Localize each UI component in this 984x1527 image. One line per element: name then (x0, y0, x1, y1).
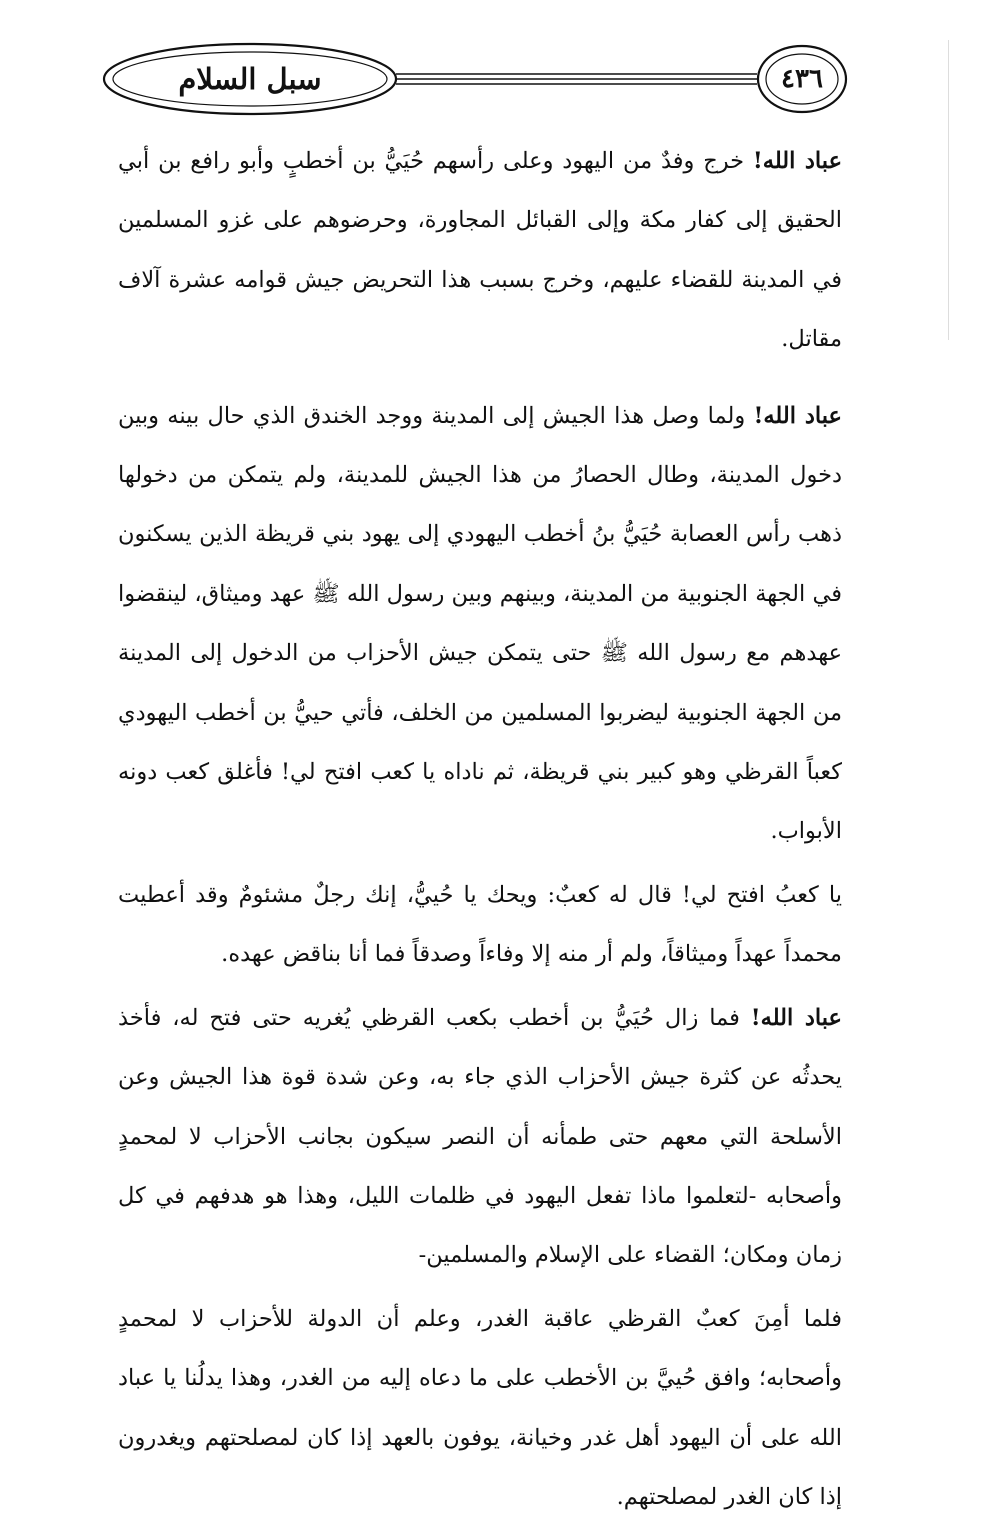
paragraph-text: يا كعبُ افتح لي! قال له كعبٌ: ويحك يا حُييُّ، إنك رجلٌ مشئومٌ وقد أعطيت محمداً عهداً وميثاقاً، ولم أر منه إلا وفاءاً وصدقاً فما أنا بناقض عهده. (118, 881, 842, 968)
paragraph-5 (118, 1290, 842, 1527)
margin-rule (948, 40, 949, 340)
body-text (118, 132, 842, 1527)
paragraph-lead: عباد الله! (750, 1004, 842, 1031)
paragraph-4 (118, 989, 842, 1286)
page-header (100, 38, 848, 120)
paragraph-lead: عباد الله! (753, 402, 842, 429)
paragraph-3 (118, 866, 842, 985)
paragraph-1 (118, 132, 842, 370)
paragraph-text: خرج وفدٌ من اليهود وعلى رأسهم حُيَيُّ بن أخطبٍ وأبو رافع بن أبي الحقيق إلى كفار مكة وإلى القبائل المجاورة، وحرضوهم على غزو المسلمين في المدينة للقضاء عليهم، وخرج بسبب هذا التحريض جيش قوامه عشرة آلاف مقاتل. (118, 148, 842, 353)
paragraph-text: فلما أمِنَ كعبٌ القرظي عاقبة الغدر، وعلم أن الدولة للأحزاب لا لمحمدٍ وأصحابه؛ وافق حُييَّ بن الأخطب على ما دعاه إليه من الغدر، وهذا يدلُنا يا عباد الله على أن اليهود أهل غدر وخيانة، يوفون بالعهد إذا كان لمصلحتهم ويغدرون إذا كان الغدر لمصلحتهم. (118, 1305, 842, 1510)
page-number: ٤٣٦ (781, 64, 823, 94)
paragraph-text: ولما وصل هذا الجيش إلى المدينة ووجد الخندق الذي حال بينه وبين دخول المدينة، وطال الحصارُ من هذا الجيش للمدينة، ولم يتمكن من دخولها ذهب رأس العصابة حُيَيُّ بنُ أخطب اليهودي إلى يهود بني قريظة الذين يسكنون في الجهة الجنوبية من المدينة، وبينهم وبين رسول الله ﷺ عهد وميثاق، لينقضوا عهدهم مع رسول الله ﷺ حتى يتمكن جيش الأحزاب من الدخول إلى المدينة من الجهة الجنوبية ليضربوا المسلمين من الخلف، فأتي حييُّ بن أخطب اليهودي كعباً القرظي وهو كبير بني قريظة، ثم ناداه يا كعب افتح لي! فأغلق كعب دونه الأبواب. (118, 402, 842, 845)
paragraph-lead: عباد الله! (752, 148, 842, 174)
paragraph-text: فما زال حُيَيُّ بن أخطب بكعب القرظي يُغريه حتى فتح له، فأخذ يحدثُه عن كثرة جيش الأحزاب الذي جاء به، وعن شدة قوة هذا الجيش وعن الأسلحة التي معهم حتى طمأنه أن النصر سيكون بجانب الأحزاب لا لمحمدٍ وأصحابه -لتعلموا ماذا تفعل اليهود في ظلمات الليل، وهذا هو هدفهم في كل زمان ومكان؛ القضاء على الإسلام والمسلمين- (118, 1004, 842, 1269)
paragraph-2 (118, 387, 842, 862)
running-title: سبل السلام (178, 62, 322, 96)
